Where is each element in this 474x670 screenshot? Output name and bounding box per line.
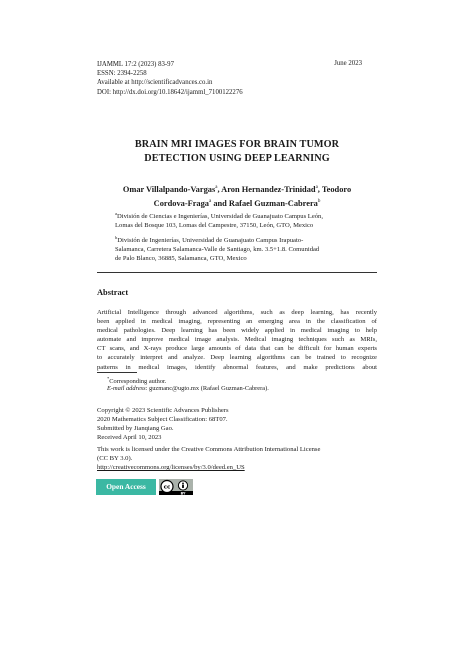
abstract-body	[97, 308, 377, 372]
author-2-affil: a	[315, 185, 318, 190]
author-1-affil: a	[215, 185, 218, 190]
email-value: : guzmanc@ugto.mx (Rafael Guzman-Cabrera).	[145, 385, 269, 392]
doi-line: DOI: http://dx.doi.org/10.18642/ijamml_7100122276	[97, 88, 243, 96]
author-list	[97, 182, 377, 210]
email-label: E-mail address	[107, 385, 146, 392]
corresponding-author-label: Corresponding author.	[109, 378, 167, 386]
issn: ESSN: 2394-2258	[97, 70, 147, 78]
abstract-line: automate and improve medical image analysis. Medical imaging techniques such as MRIs,	[97, 336, 377, 344]
paper-title	[60, 138, 414, 166]
abstract-line: been applied in medical imaging, representing an emerging area in the classification of	[97, 318, 377, 326]
affiliation-a-line-2: Lomas del Bosque 103, Lomas del Campestre, 37150, León, GTO, Mexico	[115, 221, 314, 229]
author-3-prefix: , Teodoro	[317, 184, 352, 194]
author-4: and Rafael Guzman-Cabrera	[211, 198, 318, 208]
title-line-1: BRAIN MRI IMAGES FOR BRAIN TUMOR	[134, 139, 340, 150]
availability-line: Available at http://scientificadvances.co.in	[97, 79, 213, 87]
person-head	[182, 483, 184, 485]
cc-by-license-icon[interactable]	[159, 479, 193, 495]
affiliation-a-marker: a	[115, 211, 117, 216]
msc-line: 2020 Mathematics Subject Classification: 68T07.	[97, 416, 228, 424]
abstract-line: to accurately interpret and analyze. Deep learning algorithms can be trained to recognize	[97, 354, 377, 362]
submitted-line: Submitted by Jianqiang Gao.	[97, 425, 174, 433]
affiliation-a	[115, 210, 383, 231]
person-body	[182, 485, 184, 488]
received-line: Received April 10, 2023	[97, 434, 162, 442]
affiliation-b-line-3: de Palo Blanco, 36885, Salamanca, GTO, Mexico	[115, 254, 247, 262]
title-line-2: DETECTION USING DEEP LEARNING	[144, 153, 330, 164]
author-3: Cordova-Fraga	[153, 198, 209, 208]
affiliation-b-line-1: División de Ingenierías, Universidad de Guanajuato Campus Irapuato-	[117, 237, 304, 245]
abstract-heading: Abstract	[97, 288, 129, 297]
author-1: Omar Villalpando-Vargas	[122, 184, 216, 194]
abstract-line: CT scans, and X-rays produce large amounts of data that can be difficult for human experts	[97, 345, 377, 353]
author-2: , Aron Hernandez-Trinidad	[217, 184, 316, 194]
abstract-line: patterns in medical images, identify abnormal features, and make predictions about	[97, 363, 377, 371]
journal-citation: IJAMML 17:2 (2023) 83-97	[97, 61, 174, 68]
copyright-line: Copyright © 2023 Scientific Advances Publishers	[97, 407, 229, 414]
open-access-badge[interactable]: Open Access	[96, 479, 156, 495]
affiliation-b	[115, 234, 383, 263]
by-label: BY	[180, 491, 186, 495]
email-note	[107, 385, 269, 394]
author-3-affil: a	[209, 198, 212, 204]
publication-date: June 2023	[334, 60, 362, 67]
author-4-affil: b	[317, 198, 321, 204]
section-divider	[97, 272, 377, 273]
cc-letters: cc	[163, 484, 171, 491]
affiliation-a-line-1: División de Ciencias e Ingenierías, Universidad de Guanajuato Campus León,	[117, 213, 323, 221]
footnote-rule	[97, 372, 137, 373]
license-line-2: (CC BY 3.0).	[97, 455, 133, 463]
footnote-marker: *	[107, 376, 110, 381]
abstract-line: medical pathologies. Deep learning has been widely applied in medical imaging to help	[97, 327, 377, 335]
license-text	[97, 445, 377, 472]
license-line-1: This work is licensed under the Creative Commons Attribution International License	[97, 446, 321, 453]
license-link[interactable]: http://creativecommons.org/licenses/by/3.0/deed.en_US	[97, 464, 245, 472]
article-metadata	[97, 406, 377, 442]
abstract-line: Artificial Intelligence through advanced algorithms, such as deep learning, has recently	[97, 309, 377, 316]
affiliation-b-line-2: Salamanca, Carretera Salamanca-Valle de Santiago, km. 3.5+1.8. Comunidad	[115, 245, 320, 253]
journal-header	[97, 60, 243, 97]
affiliation-b-marker: b	[115, 235, 118, 240]
